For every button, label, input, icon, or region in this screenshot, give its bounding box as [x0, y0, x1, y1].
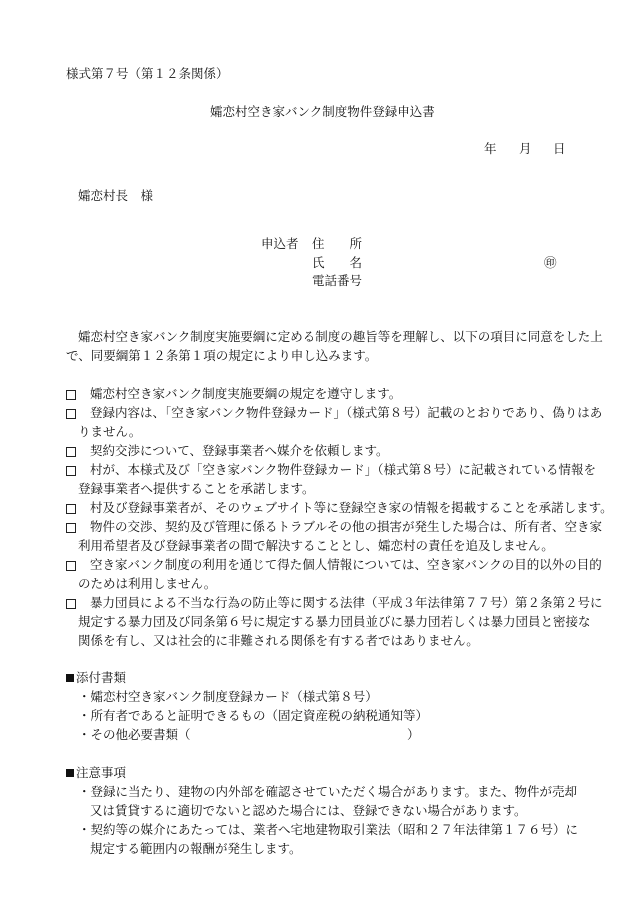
address-label: 住 所	[312, 236, 363, 251]
date-month-label: 月	[519, 141, 532, 156]
checkbox[interactable]	[66, 599, 76, 609]
notes-heading-text: 注意事項	[76, 765, 127, 780]
form-number: 様式第７号（第１２条関係）	[66, 66, 229, 81]
attachments-heading	[66, 670, 126, 686]
document-title: 孀恋村空き家バンク制度物件登録申込書	[210, 104, 435, 119]
check-item-text: 村が、本様式及び「空き家バンク物件登録カード」（様式第８号）に記載されている情報を	[90, 462, 597, 477]
checkbox[interactable]	[66, 523, 76, 533]
date-year-label: 年	[484, 141, 497, 156]
note-item: ・契約等の媒介にあたっては、業者へ宅地建物取引業法（昭和２７年法律第１７６号）に	[78, 822, 579, 837]
notes-heading	[66, 765, 126, 781]
check-item-text: 物件の交渉、契約及び管理に係るトラブルその他の損害が発生した場合は、所有者、空き家	[90, 519, 603, 534]
check-item-text: 規定する暴力団及び同条第６号に規定する暴力団員並びに暴力団若しくは暴力団員と密接な	[78, 614, 591, 629]
checkbox[interactable]	[66, 504, 76, 514]
check-item-text: 登録事業者へ提供することを承諾します。	[78, 481, 315, 496]
checkbox[interactable]	[66, 447, 76, 457]
attachments-heading-text: 添付書類	[76, 670, 127, 685]
applicant-label: 申込者	[261, 236, 299, 251]
date-day-label: 日	[553, 141, 566, 156]
note-item-cont: 又は賃貸するに適切でないと認めた場合には、登録できない場合があります。	[90, 803, 527, 818]
attachment-item: ・その他必要書類（	[78, 727, 191, 742]
check-item-text: 関係を有し、又は社会的に非難される関係を有する者ではありません。	[78, 633, 479, 648]
note-item-cont: 規定する範囲内の報酬が発生します。	[90, 841, 302, 856]
check-item-text: 暴力団員による不当な行為の防止等に関する法律（平成３年法律第７７号）第２条第２号に	[90, 595, 603, 610]
intro-line-2: で、同要綱第１２条第１項の規定により申し込みます。	[66, 348, 378, 363]
checkbox[interactable]	[66, 409, 76, 419]
check-item-text: 登録内容は、「空き家バンク物件登録カード」（様式第８号）記載のとおりであり、偽りはあ	[90, 405, 603, 420]
note-item: ・登録に当たり、建物の内外部を確認させていただく場合があります。また、物件が売却	[78, 784, 578, 799]
intro-line-1: 孀恋村空き家バンク制度実施要綱に定める制度の趣旨等を理解し、以下の項目に同意をした上	[78, 329, 603, 344]
checkbox[interactable]	[66, 561, 76, 571]
square-bullet-icon	[66, 769, 74, 777]
check-item-text: 孀恋村空き家バンク制度実施要綱の規定を遵守します。	[90, 386, 402, 401]
square-bullet-icon	[66, 674, 74, 682]
seal-mark: ㊞	[544, 255, 557, 270]
checkbox[interactable]	[66, 466, 76, 476]
checkbox[interactable]	[66, 390, 76, 400]
check-item-text: りません。	[78, 424, 142, 439]
attachment-item: ・所有者であると証明できるもの（固定資産税の納税通知等）	[78, 708, 429, 723]
addressee: 孀恋村長 様	[78, 188, 154, 203]
check-item-text: 利用希望者及び登録事業者の間で解決することとし、孀恋村の責任を追及しません。	[78, 538, 554, 553]
check-item-text: 村及び登録事業者が、そのウェブサイト等に登録空き家の情報を掲載することを承諾します。	[90, 500, 613, 515]
check-item-text: のためは利用しません。	[78, 576, 217, 591]
name-label: 氏 名	[312, 255, 363, 270]
phone-label: 電話番号	[312, 273, 363, 288]
check-item-text: 空き家バンク制度の利用を通じて得た個人情報については、空き家バンクの目的以外の目的	[90, 557, 602, 572]
attachment-close-paren: ）	[407, 727, 420, 742]
check-item-text: 契約交渉について、登録事業者へ媒介を依頼します。	[90, 443, 389, 458]
attachment-item: ・孀恋村空き家バンク制度登録カード（様式第８号）	[78, 689, 378, 704]
